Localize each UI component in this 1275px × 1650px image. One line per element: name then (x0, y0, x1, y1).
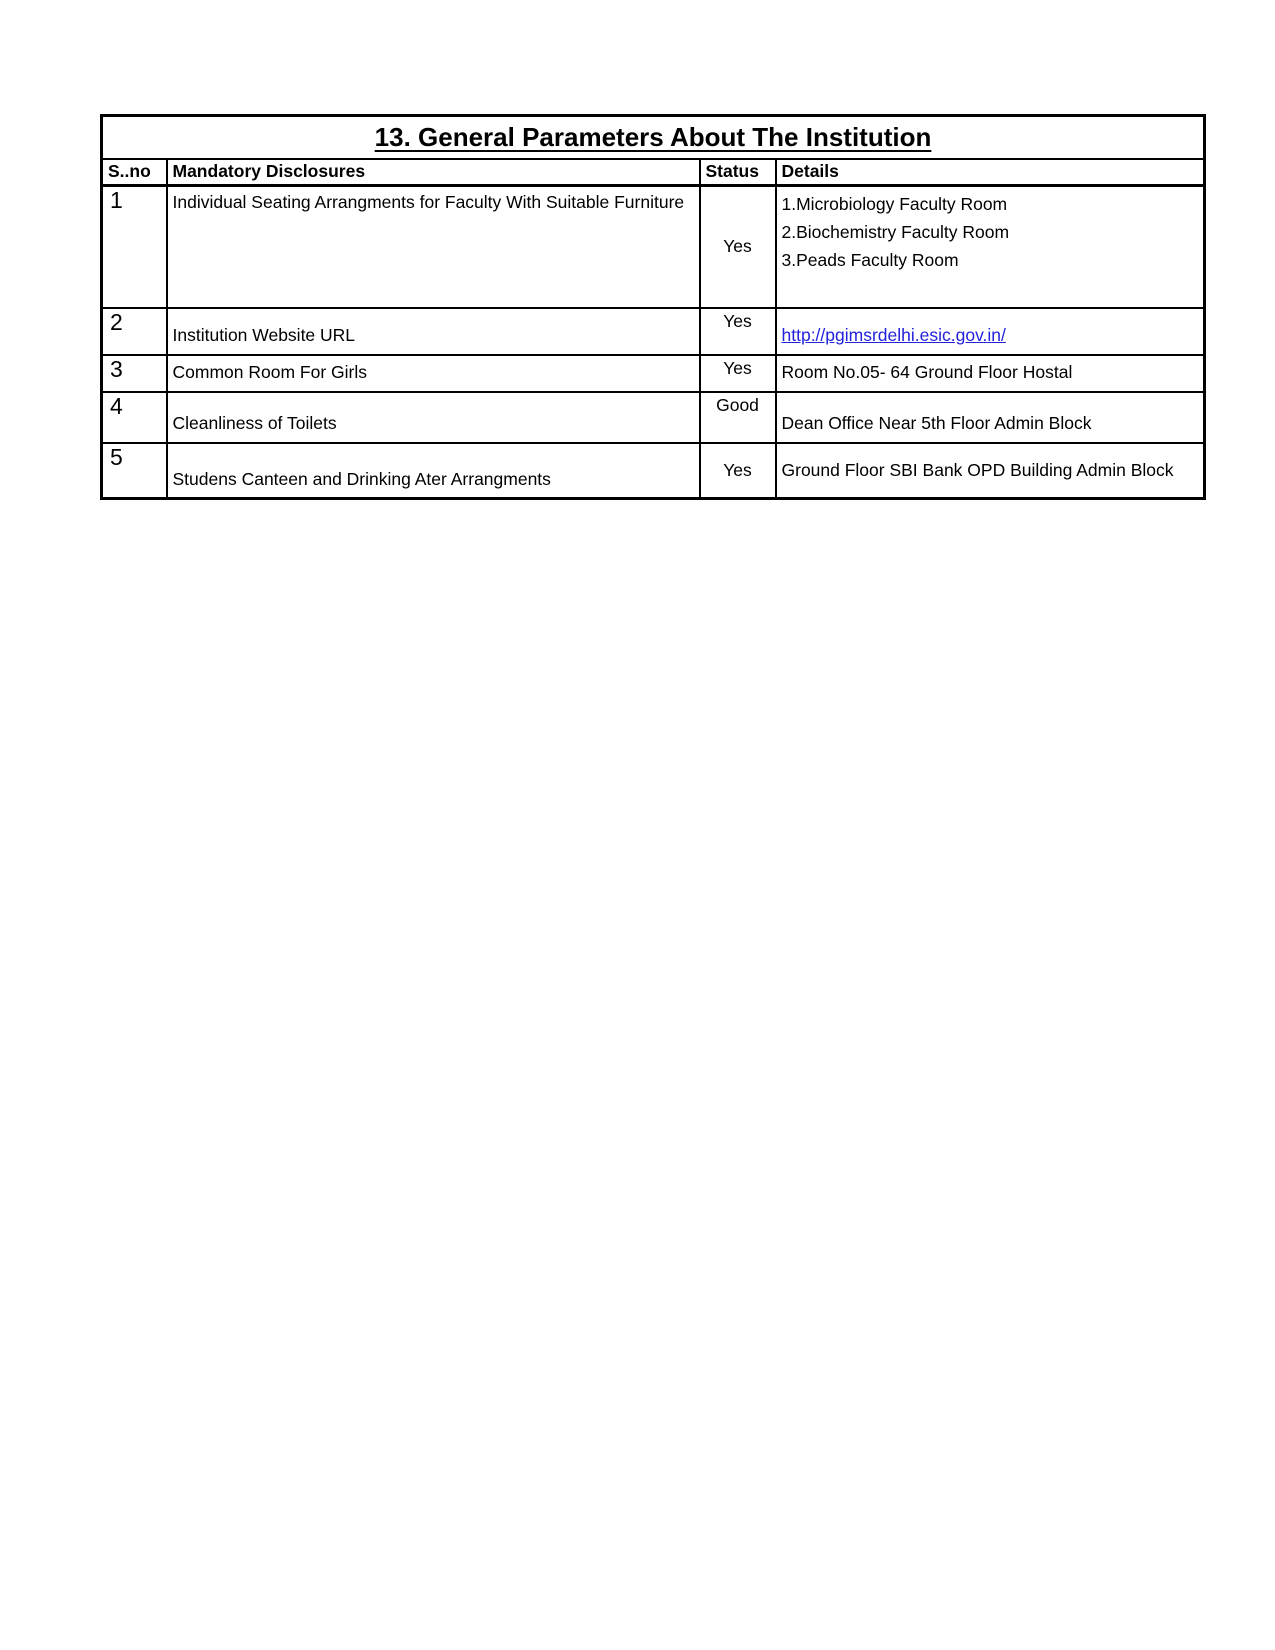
details-line: 2.Biochemistry Faculty Room (781, 222, 1010, 242)
title-row (102, 116, 1205, 159)
disclosure-cell: Studens Canteen and Drinking Ater Arrangments (167, 443, 700, 499)
details-cell: Room No.05- 64 Ground Floor Hostal (776, 355, 1205, 392)
disclosure-cell: Institution Website URL (167, 308, 700, 355)
column-header-status: Status (700, 159, 776, 186)
header-row (102, 159, 1205, 186)
status-cell: Yes (700, 443, 776, 499)
table-row (102, 186, 1205, 308)
sno-cell: 2 (102, 308, 167, 355)
table-row (102, 392, 1205, 443)
column-header-sno: S..no (102, 159, 167, 186)
sno-cell: 3 (102, 355, 167, 392)
table-title: 13. General Parameters About The Institution (102, 116, 1205, 159)
table-row (102, 308, 1205, 355)
status-cell: Yes (700, 355, 776, 392)
table-row (102, 443, 1205, 499)
disclosure-cell: Individual Seating Arrangments for Faculty With Suitable Furniture (167, 186, 700, 308)
sno-cell: 5 (102, 443, 167, 499)
table-row (102, 355, 1205, 392)
disclosure-cell: Cleanliness of Toilets (167, 392, 700, 443)
details-cell: Ground Floor SBI Bank OPD Building Admin Block (776, 443, 1205, 499)
general-parameters-table (100, 114, 1206, 500)
details-line: 3.Peads Faculty Room (781, 250, 959, 270)
status-cell: Good (700, 392, 776, 443)
column-header-disclosure: Mandatory Disclosures (167, 159, 700, 186)
status-cell: Yes (700, 186, 776, 308)
details-cell (776, 308, 1205, 355)
disclosure-cell: Common Room For Girls (167, 355, 700, 392)
website-link[interactable]: http://pgimsrdelhi.esic.gov.in/ (781, 325, 1006, 346)
status-cell: Yes (700, 308, 776, 355)
details-line: 1.Microbiology Faculty Room (781, 194, 1008, 214)
column-header-details: Details (776, 159, 1205, 186)
sno-cell: 4 (102, 392, 167, 443)
details-cell (776, 186, 1205, 308)
details-cell: Dean Office Near 5th Floor Admin Block (776, 392, 1205, 443)
sno-cell: 1 (102, 186, 167, 308)
